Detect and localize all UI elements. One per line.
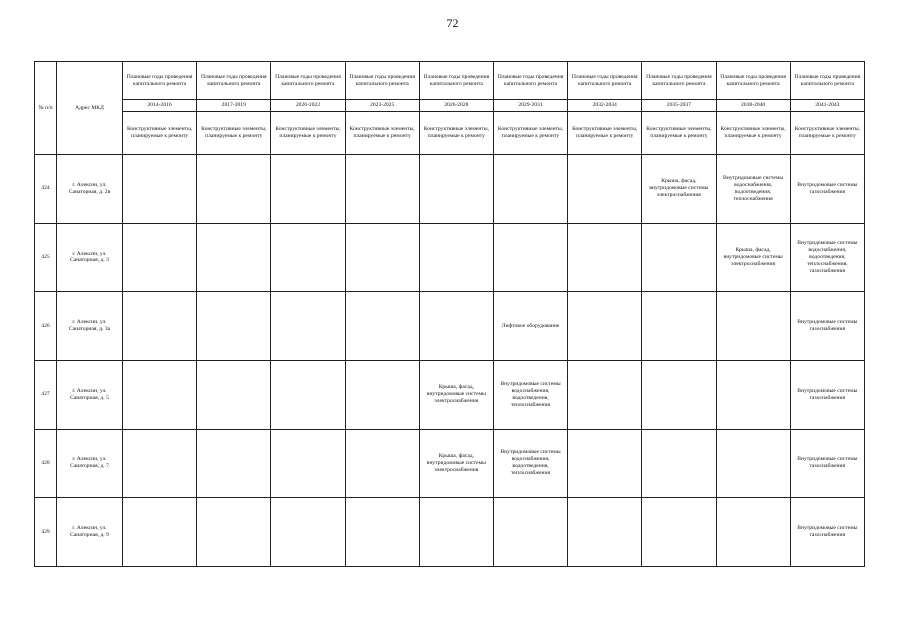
header-row-elements	[35, 112, 865, 155]
period-years: 2032-2034	[568, 100, 642, 112]
row-number: 427	[35, 360, 57, 429]
repair-cell	[197, 498, 271, 567]
repair-cell	[716, 292, 790, 361]
period-title: Плановые годы проведения капитального ремонта	[197, 62, 271, 100]
row-number: 426	[35, 292, 57, 361]
repair-cell	[271, 360, 345, 429]
repair-cell	[568, 223, 642, 292]
repair-cell: Внутридомовые системы водоснабжения, водоотведения, теплоснабжения	[493, 360, 567, 429]
repair-cell	[493, 223, 567, 292]
table-header	[35, 62, 865, 155]
period-years: 2014-2016	[123, 100, 197, 112]
repair-cell	[197, 223, 271, 292]
period-elements: Конструктивные элементы, планируемые к ремонту	[790, 112, 864, 155]
repair-cell	[345, 429, 419, 498]
period-elements: Конструктивные элементы, планируемые к ремонту	[419, 112, 493, 155]
repair-cell	[123, 223, 197, 292]
period-years: 2020-2022	[271, 100, 345, 112]
repair-cell: Внутридомовые системы водоснабжения, водоотведения, теплоснабжения, газоснабжения	[790, 223, 864, 292]
period-years: 2038-2040	[716, 100, 790, 112]
repair-cell: Внутридомовые системы газоснабжения	[790, 429, 864, 498]
repair-cell	[568, 360, 642, 429]
repair-cell: Внутридомовые системы газоснабжения	[790, 498, 864, 567]
period-title: Плановые годы проведения капитального ремонта	[123, 62, 197, 100]
period-elements: Конструктивные элементы, планируемые к ремонту	[493, 112, 567, 155]
header-row-years	[35, 100, 865, 112]
repair-cell	[123, 292, 197, 361]
repair-cell	[419, 292, 493, 361]
repair-cell	[123, 155, 197, 224]
repair-cell	[716, 498, 790, 567]
period-title: Плановые годы проведения капитального ремонта	[419, 62, 493, 100]
repair-cell: Крыша, фасад, внутридомовые системы электроснабжения	[419, 360, 493, 429]
repair-cell	[716, 429, 790, 498]
period-years: 2026-2028	[419, 100, 493, 112]
repair-cell	[345, 360, 419, 429]
header-address: Адрес МКД	[57, 62, 123, 155]
period-elements: Конструктивные элементы, планируемые к ремонту	[568, 112, 642, 155]
period-elements: Конструктивные элементы, планируемые к ремонту	[197, 112, 271, 155]
repair-cell	[419, 498, 493, 567]
row-address: г. Алексин, ул. Санаторная, д. 7	[57, 429, 123, 498]
row-address: г. Алексин, ул. Санаторная, д. 3а	[57, 292, 123, 361]
repair-cell	[568, 429, 642, 498]
repair-cell	[642, 292, 716, 361]
period-title: Плановые годы проведения капитального ремонта	[568, 62, 642, 100]
repair-cell	[197, 155, 271, 224]
repair-cell	[568, 155, 642, 224]
period-title: Плановые годы проведения капитального ремонта	[790, 62, 864, 100]
repair-cell	[493, 498, 567, 567]
repair-cell: Внутридомовые системы газоснабжения	[790, 360, 864, 429]
period-title: Плановые годы проведения капитального ремонта	[345, 62, 419, 100]
period-title: Плановые годы проведения капитального ремонта	[716, 62, 790, 100]
capital-repair-table	[34, 61, 865, 567]
row-number: 425	[35, 223, 57, 292]
table-row	[35, 155, 865, 224]
table-row	[35, 292, 865, 361]
repair-cell	[271, 292, 345, 361]
repair-cell	[271, 223, 345, 292]
repair-cell	[123, 498, 197, 567]
table-row	[35, 429, 865, 498]
row-address: г. Алексин, ул. Санаторная, д. 2в	[57, 155, 123, 224]
period-elements: Конструктивные элементы, планируемые к ремонту	[271, 112, 345, 155]
period-years: 2041-2043	[790, 100, 864, 112]
period-years: 2035-2037	[642, 100, 716, 112]
repair-cell	[197, 429, 271, 498]
row-number: 428	[35, 429, 57, 498]
row-number: 429	[35, 498, 57, 567]
period-years: 2017-2019	[197, 100, 271, 112]
repair-cell	[493, 155, 567, 224]
repair-cell: Крыша, фасад, внутридомовые системы электроснабжения	[419, 429, 493, 498]
row-address: г. Алексин, ул. Санаторная, д. 5	[57, 360, 123, 429]
repair-cell	[716, 360, 790, 429]
repair-cell	[271, 155, 345, 224]
repair-cell	[271, 498, 345, 567]
repair-cell	[345, 498, 419, 567]
repair-cell	[345, 292, 419, 361]
header-row-titles	[35, 62, 865, 100]
repair-cell: Внутридомовые системы газоснабжения	[790, 155, 864, 224]
period-elements: Конструктивные элементы, планируемые к ремонту	[345, 112, 419, 155]
repair-cell	[642, 498, 716, 567]
repair-cell	[419, 155, 493, 224]
repair-cell	[642, 429, 716, 498]
repair-cell	[345, 155, 419, 224]
period-title: Плановые годы проведения капитального ремонта	[642, 62, 716, 100]
repair-cell	[123, 429, 197, 498]
page-number: 72	[446, 16, 459, 30]
repair-cell	[123, 360, 197, 429]
period-elements: Конструктивные элементы, планируемые к ремонту	[716, 112, 790, 155]
table-row	[35, 360, 865, 429]
table-body	[35, 155, 865, 567]
table-row	[35, 498, 865, 567]
row-address: г. Алексин, ул. Санаторная, д. 9	[57, 498, 123, 567]
repair-cell	[197, 292, 271, 361]
repair-cell: Внутридомовые системы газоснабжения	[790, 292, 864, 361]
table-row	[35, 223, 865, 292]
repair-cell	[271, 429, 345, 498]
row-address: г. Алексин, ул. Санаторная, д. 3	[57, 223, 123, 292]
period-elements: Конструктивные элементы, планируемые к ремонту	[123, 112, 197, 155]
period-years: 2029-2031	[493, 100, 567, 112]
repair-cell: Внутридомовые системы водоснабжения, водоотведения, теплоснабжения	[716, 155, 790, 224]
repair-cell: Крыша, фасад, внутридомовые системы электроснабжения	[716, 223, 790, 292]
repair-cell	[568, 292, 642, 361]
repair-cell	[345, 223, 419, 292]
repair-cell: Лифтовое оборудование	[493, 292, 567, 361]
row-number: 424	[35, 155, 57, 224]
repair-cell	[642, 223, 716, 292]
repair-cell	[419, 223, 493, 292]
repair-cell: Крыша, фасад, внутридомовые системы электроснабжения	[642, 155, 716, 224]
repair-cell	[642, 360, 716, 429]
repair-cell	[197, 360, 271, 429]
header-num: № п/п	[35, 62, 57, 155]
period-years: 2023-2025	[345, 100, 419, 112]
repair-cell: Внутридомовые системы водоснабжения, водоотведения, теплоснабжения	[493, 429, 567, 498]
period-elements: Конструктивные элементы, планируемые к ремонту	[642, 112, 716, 155]
period-title: Плановые годы проведения капитального ремонта	[493, 62, 567, 100]
period-title: Плановые годы проведения капитального ремонта	[271, 62, 345, 100]
repair-cell	[568, 498, 642, 567]
